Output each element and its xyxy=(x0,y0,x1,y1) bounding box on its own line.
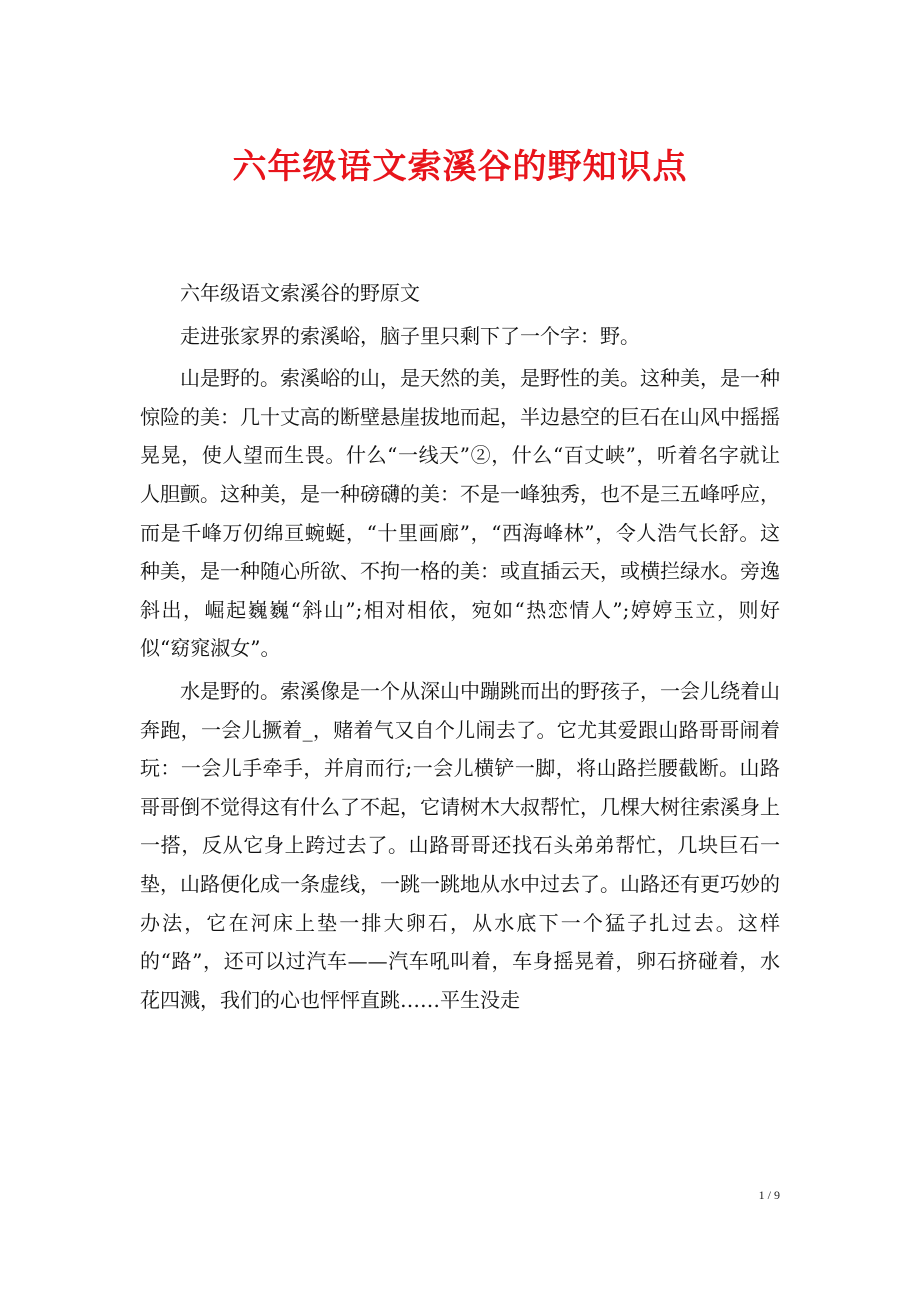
page-number: 1 / 9 xyxy=(758,1188,780,1202)
document-body xyxy=(140,274,780,1019)
paragraph-intro: 走进张家界的索溪峪，脑子里只剩下了一个字：野。 xyxy=(180,323,640,348)
document-title: 六年级语文索溪谷的野知识点 xyxy=(232,147,688,187)
section-heading: 六年级语文索溪谷的野原文 xyxy=(180,281,420,305)
paragraph-water: 水是野的。索溪像是一个从深山中蹦跳而出的野孩子，一会儿绕着山奔跑，一会儿撅着_，赌着气又自个儿闹去了。它尤其爱跟山路哥哥闹着玩：一会儿手牵手，并肩而行;一会儿横铲一脚，将山路拦腰截断。山路哥哥倒不觉得这有什么了不起，它请树木大叔帮忙，几棵大树往索溪身上一搭，反从它身上跨过去了。山路哥哥还找石头弟弟帮忙，几块巨石一垫，山路便化成一条虚线，一跳一跳地从水中过去了。山路还有更巧妙的办法，它在河床上垫一排大卵石，从水底下一个猛子扎过去。这样的“路”，还可以过汽车——汽车吼叫着，车身摇晃着，卵石挤碰着，水花四溅，我们的心也怦怦直跳……平生没走 xyxy=(140,678,780,1012)
paragraph-mountains: 山是野的。索溪峪的山，是天然的美，是野性的美。这种美，是一种惊险的美：几十丈高的断壁悬崖拔地而起，半边悬空的巨石在山风中摇摇晃晃，使人望而生畏。什么“一线天”②，什么“百丈峡”，听着名字就让人胆颤。这种美，是一种磅礴的美：不是一峰独秀，也不是三五峰呼应，而是千峰万仞绵亘蜿蜒，“十里画廊”，“西海峰林”，令人浩气长舒。这种美，是一种随心所欲、不拘一格的美：或直插云天，或横拦绿水。旁逸斜出，崛起巍巍“斜山”;相对相依，宛如“热恋情人”;婷婷玉立，则好似“窈窕淑女”。 xyxy=(140,366,780,661)
